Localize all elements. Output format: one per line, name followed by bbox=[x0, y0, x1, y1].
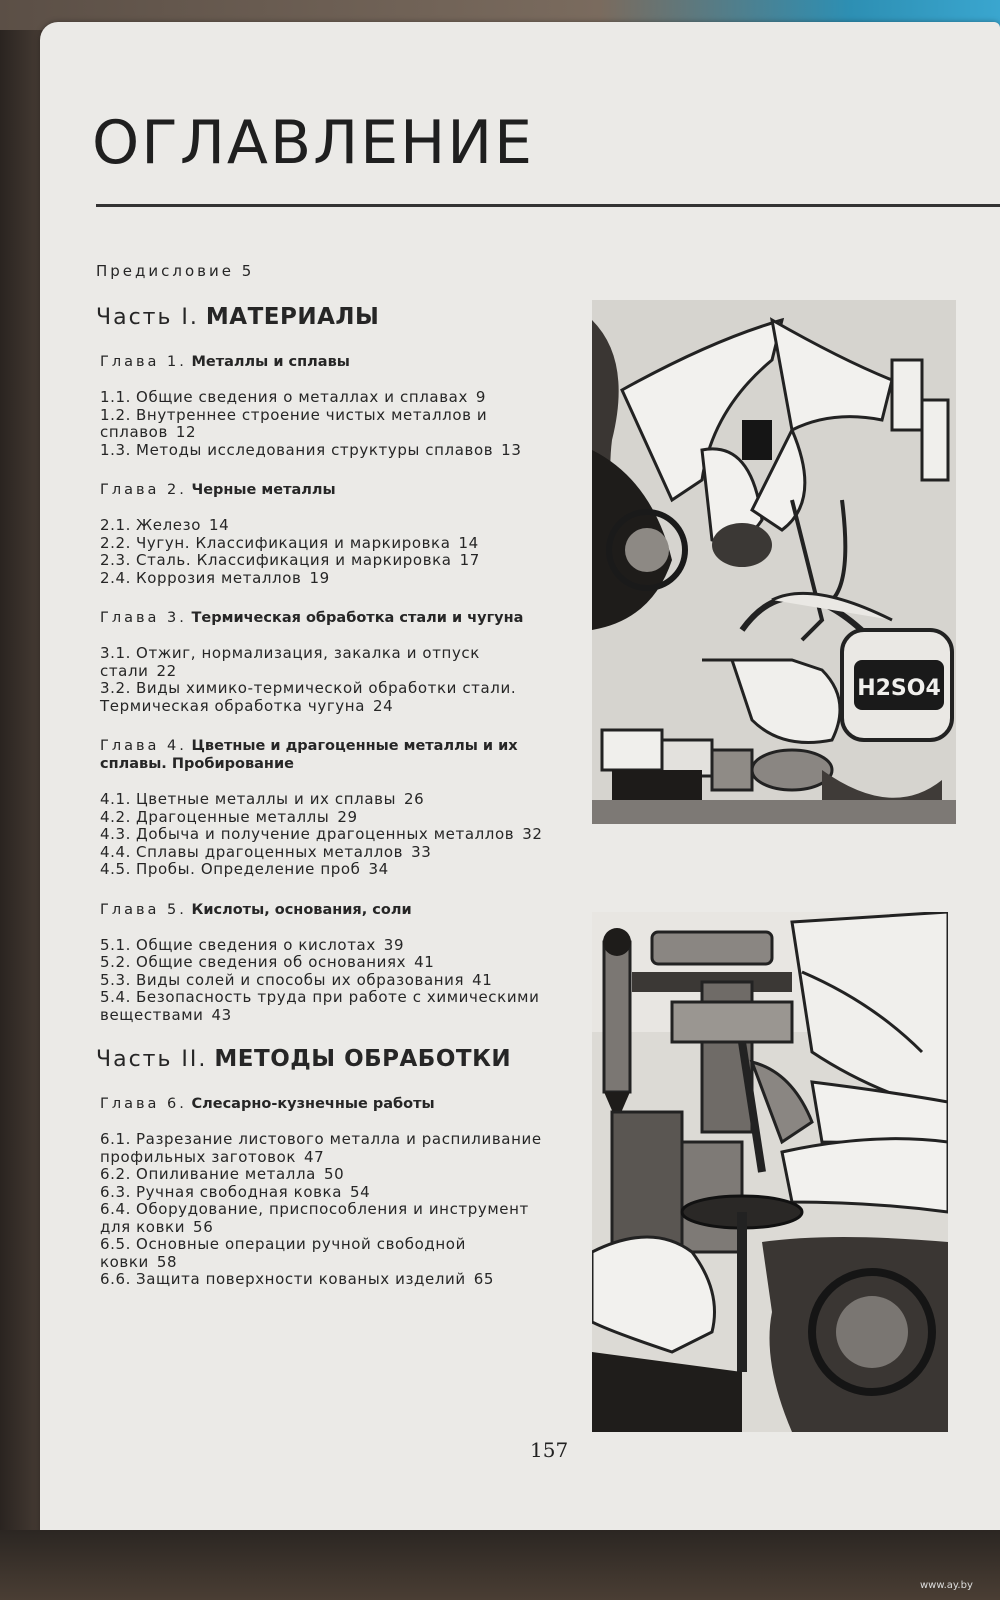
entry-text: Разрезание листового металла и распиливание профильных заготовок bbox=[100, 1130, 542, 1166]
entry-page: 26 bbox=[404, 790, 425, 808]
metalworking-drawing bbox=[592, 912, 948, 1432]
toc-entry bbox=[100, 535, 546, 553]
page-number: 157 bbox=[530, 1438, 569, 1462]
chapter-title: Цветные и драгоценные металлы и их сплавы. Пробирование bbox=[100, 738, 518, 772]
entry-page: 39 bbox=[383, 935, 405, 954]
entry-number: 4.4. bbox=[100, 842, 132, 861]
toc-entry bbox=[100, 1166, 546, 1184]
entry-text: Внутреннее строение чистых металлов и сплавов bbox=[100, 405, 488, 441]
entry-number: 6.6. bbox=[100, 1270, 132, 1288]
entry-number: 4.3. bbox=[100, 825, 132, 843]
entry-number: 2.3. bbox=[100, 551, 132, 569]
chapter-label: Глава 5. bbox=[100, 901, 187, 918]
entry-number: 1.3. bbox=[100, 440, 132, 459]
part-1-heading bbox=[96, 304, 546, 331]
materials-illustration bbox=[592, 300, 956, 824]
chapter-5-entries bbox=[100, 937, 546, 1025]
entry-page: 12 bbox=[175, 423, 197, 441]
entry-page: 50 bbox=[323, 1165, 345, 1183]
toc-entry bbox=[100, 407, 546, 442]
chapter-label: Глава 1. bbox=[100, 354, 187, 370]
entry-text: Безопасность труда при работе с химическими веществами bbox=[100, 988, 540, 1024]
entry-page: 65 bbox=[473, 1270, 495, 1288]
entry-text: Общие сведения о кислотах bbox=[136, 935, 376, 954]
entry-number: 4.2. bbox=[100, 807, 132, 826]
entry-page: 41 bbox=[472, 970, 493, 989]
entry-page: 41 bbox=[414, 953, 435, 971]
entry-text: Защита поверхности кованых изделий bbox=[136, 1270, 466, 1288]
entry-text: Добыча и получение драгоценных металлов bbox=[136, 825, 515, 843]
toc-entry bbox=[100, 972, 546, 990]
entry-text: Оборудование, приспособления и инструмент для ковки bbox=[100, 1200, 529, 1236]
chapter-4-entries bbox=[100, 791, 546, 879]
chemistry-lab-drawing bbox=[592, 300, 956, 824]
entry-text: Пробы. Определение проб bbox=[136, 860, 361, 878]
entry-number: 5.4. bbox=[100, 988, 132, 1006]
page-title: ОГЛАВЛЕНИЕ bbox=[92, 108, 535, 178]
entry-text: Ручная свободная ковка bbox=[136, 1182, 342, 1201]
watermark: www.ay.by bbox=[920, 1580, 973, 1591]
toc-entry bbox=[100, 937, 546, 955]
entry-text: Виды солей и способы их образования bbox=[136, 970, 465, 989]
entry-text: Коррозия металлов bbox=[136, 568, 302, 587]
chapter-2-heading bbox=[100, 481, 546, 499]
entry-page: 19 bbox=[309, 568, 330, 587]
entry-page: 29 bbox=[337, 807, 358, 826]
chapter-label: Глава 3. bbox=[100, 610, 187, 626]
title-rule bbox=[96, 204, 1000, 207]
book-cover-bottom bbox=[0, 1530, 1000, 1600]
toc-entry bbox=[100, 844, 546, 862]
toc-entry bbox=[100, 552, 546, 570]
entry-number: 6.1. bbox=[100, 1130, 132, 1148]
entry-page: 17 bbox=[459, 551, 480, 569]
part-2-heading bbox=[96, 1046, 546, 1073]
entry-page: 33 bbox=[411, 842, 432, 861]
toc-entry bbox=[100, 680, 546, 715]
entry-number: 1.2. bbox=[100, 405, 132, 424]
chapter-title: Черные металлы bbox=[191, 482, 336, 498]
toc-entry bbox=[100, 826, 546, 844]
entry-page: 58 bbox=[156, 1252, 178, 1271]
preface-entry: Предисловие 5 bbox=[96, 262, 255, 280]
entry-page: 43 bbox=[211, 1005, 232, 1024]
entry-number: 3.1. bbox=[100, 644, 132, 662]
chapter-label: Глава 6. bbox=[100, 1096, 187, 1112]
chapter-1-heading bbox=[100, 353, 546, 371]
entry-number: 5.3. bbox=[100, 970, 132, 989]
chapter-5-heading bbox=[100, 901, 546, 919]
entry-number: 2.1. bbox=[100, 516, 132, 534]
entry-number: 4.1. bbox=[100, 790, 132, 808]
part-label: Часть II. bbox=[96, 1047, 208, 1072]
chapter-label: Глава 2. bbox=[100, 482, 187, 498]
metalworking-illustration bbox=[592, 912, 948, 1432]
toc-entry bbox=[100, 989, 546, 1024]
entry-number: 1.1. bbox=[100, 388, 132, 406]
chapter-1-entries bbox=[100, 389, 546, 459]
entry-text: Цветные металлы и их сплавы bbox=[136, 790, 397, 808]
toc-entry bbox=[100, 389, 546, 407]
entry-text: Общие сведения о металлах и сплавах bbox=[136, 388, 468, 406]
entry-number: 2.2. bbox=[100, 533, 132, 552]
entry-text: Основные операции ручной свободной ковки bbox=[100, 1235, 466, 1271]
entry-text: Опиливание металла bbox=[136, 1165, 316, 1183]
chapter-title: Слесарно-кузнечные работы bbox=[191, 1096, 435, 1112]
entry-text: Отжиг, нормализация, закалка и отпуск стали bbox=[100, 644, 480, 680]
acid-label: H2SO4 bbox=[857, 676, 941, 701]
entry-page: 24 bbox=[372, 696, 394, 715]
entry-text: Драгоценные металлы bbox=[136, 807, 330, 826]
toc-entry bbox=[100, 954, 546, 972]
entry-number: 4.5. bbox=[100, 860, 132, 878]
toc-entry bbox=[100, 1184, 546, 1202]
entry-text: Виды химико-термической обработки стали. Термическая обработка чугуна bbox=[100, 679, 517, 715]
entry-text: Чугун. Классификация и маркировка bbox=[136, 533, 451, 552]
entry-page: 14 bbox=[458, 533, 479, 552]
entry-number: 5.1. bbox=[100, 935, 132, 954]
toc-entry bbox=[100, 1271, 546, 1289]
entry-text: Общие сведения об основаниях bbox=[136, 953, 407, 971]
entry-page: 13 bbox=[501, 440, 522, 459]
toc-entry bbox=[100, 1131, 546, 1166]
entry-page: 22 bbox=[156, 661, 177, 680]
table-of-contents bbox=[96, 262, 546, 1311]
part-title: МАТЕРИАЛЫ bbox=[205, 304, 380, 330]
entry-number: 3.2. bbox=[100, 679, 132, 697]
chapter-3-heading bbox=[100, 609, 546, 627]
entry-text: Железо bbox=[136, 516, 201, 534]
part-title: МЕТОДЫ ОБРАБОТКИ bbox=[214, 1046, 512, 1072]
chapter-4-heading bbox=[100, 737, 546, 773]
chapter-6-entries bbox=[100, 1131, 546, 1289]
entry-number: 6.5. bbox=[100, 1235, 132, 1253]
toc-entry bbox=[100, 570, 546, 588]
toc-entry bbox=[100, 809, 546, 827]
entry-text: Сплавы драгоценных металлов bbox=[136, 842, 404, 861]
toc-entry bbox=[100, 1236, 546, 1271]
chapter-title: Термическая обработка стали и чугуна bbox=[191, 610, 524, 626]
entry-page: 9 bbox=[475, 388, 487, 406]
entry-number: 6.3. bbox=[100, 1182, 132, 1201]
chapter-3-entries bbox=[100, 645, 546, 715]
chapter-2-entries bbox=[100, 517, 546, 587]
chapter-6-heading bbox=[100, 1095, 546, 1113]
entry-page: 47 bbox=[304, 1147, 325, 1166]
chapter-title: Металлы и сплавы bbox=[191, 354, 350, 370]
entry-page: 56 bbox=[193, 1217, 214, 1236]
entry-number: 2.4. bbox=[100, 568, 132, 587]
entry-number: 5.2. bbox=[100, 953, 132, 971]
entry-number: 6.2. bbox=[100, 1165, 132, 1183]
entry-page: 34 bbox=[368, 860, 389, 878]
chapter-label: Глава 4. bbox=[100, 738, 187, 754]
chapter-title: Кислоты, основания, соли bbox=[191, 901, 412, 918]
toc-entry bbox=[100, 1201, 546, 1236]
entry-page: 32 bbox=[522, 825, 543, 843]
entry-page: 54 bbox=[350, 1182, 371, 1201]
part-label: Часть I. bbox=[96, 305, 199, 330]
entry-text: Методы исследования структуры сплавов bbox=[136, 440, 494, 459]
entry-text: Сталь. Классификация и маркировка bbox=[136, 551, 452, 569]
toc-entry bbox=[100, 517, 546, 535]
entry-number: 6.4. bbox=[100, 1200, 132, 1218]
toc-entry bbox=[100, 861, 546, 879]
entry-page: 14 bbox=[209, 516, 230, 534]
toc-entry bbox=[100, 442, 546, 460]
toc-entry bbox=[100, 645, 546, 680]
toc-entry bbox=[100, 791, 546, 809]
